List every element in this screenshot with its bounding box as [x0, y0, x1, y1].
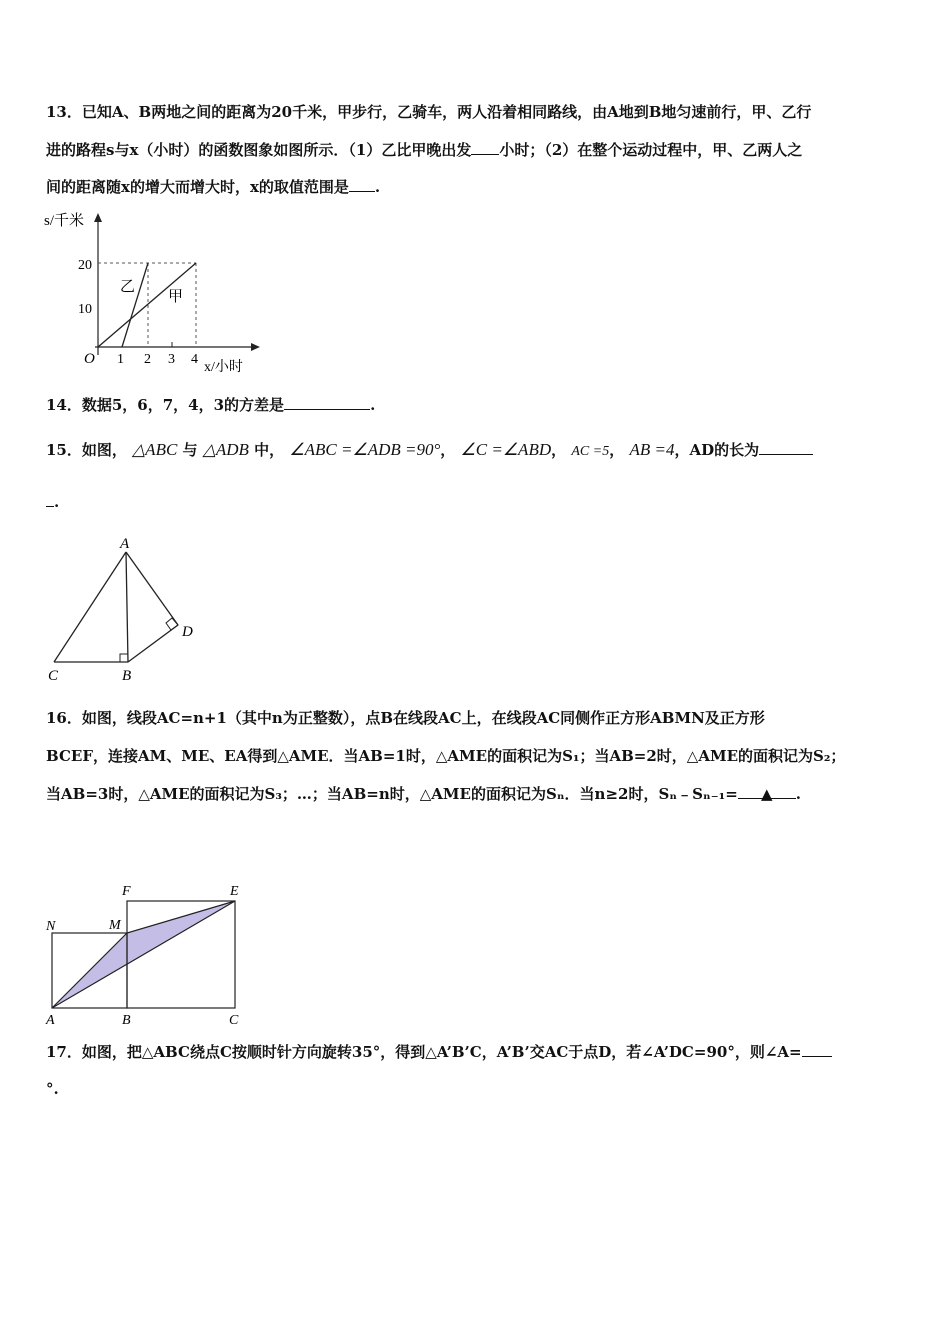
q15-figure: [40, 532, 210, 687]
q13-line2-text-b: 小时；（2）在整个运动过程中，甲、乙两人之: [499, 141, 803, 159]
label-C: C: [229, 1013, 239, 1028]
q15-tail: ，AD的长为: [674, 441, 760, 459]
q16-answer-blank: [738, 784, 796, 803]
q14-line: [46, 395, 904, 415]
q15-cond4: AB =4: [629, 440, 675, 459]
q14-blank: [284, 395, 370, 410]
label-M: M: [109, 918, 121, 933]
label-B: B: [122, 668, 132, 684]
y-axis-label: s/千米: [44, 213, 85, 229]
q15-cond1: ∠ABC =∠ADB =90°: [289, 440, 441, 459]
y-tick-20: 20: [78, 258, 92, 273]
q13-line2-text-a: 进的路程s与x（小时）的函数图象如图所示．（1）乙比甲晚出发: [46, 141, 472, 159]
x-tick-3: 3: [168, 352, 175, 367]
q16-answer-symbol: ▲: [760, 785, 773, 803]
q17-blank: [802, 1042, 832, 1057]
label-yi: 乙: [120, 279, 136, 295]
q15-lead: 15．如图，: [46, 441, 127, 459]
q16-line3-end: .: [795, 785, 801, 803]
x-tick-4: 4: [191, 352, 198, 367]
segment-AB: [126, 552, 128, 662]
label-E: E: [230, 884, 239, 899]
q17-line1: [46, 1042, 904, 1062]
q15-end: .: [54, 493, 60, 511]
q15-line: [46, 440, 904, 462]
label-C: C: [48, 668, 59, 684]
segment-AD: [126, 552, 178, 625]
line-yi: [122, 263, 148, 347]
label-N: N: [46, 919, 56, 934]
q15-sep3: ，: [609, 441, 625, 459]
q17-line2: °.: [46, 1080, 59, 1098]
q16-line3: [46, 784, 904, 804]
q13-line3-text: 间的距离随x的增大而增大时，x的取值范围是: [46, 178, 349, 196]
segment-AE: [52, 901, 235, 1008]
line-jia: [98, 263, 196, 347]
q13-line3: [46, 177, 904, 197]
label-jia: 甲: [168, 289, 184, 305]
q16-line2: BCEF，连接AM、ME、EA得到△AME．当AB=1时，△AME的面积记为S₁；当AB=2时，△AME的面积记为S₂；: [46, 747, 846, 765]
segment-BD: [128, 625, 178, 662]
label-F: F: [122, 884, 131, 899]
q13-line3-end: .: [374, 178, 381, 196]
q15-cond2: ∠C =∠ABD: [460, 440, 552, 459]
q13-line1: 13．已知A、B两地之间的距离为20千米，甲步行，乙骑车，两人沿着相同路线，由A地到B地匀速前行，甲、乙行: [46, 103, 812, 121]
y-tick-10: 10: [78, 302, 92, 317]
q14-end: .: [370, 396, 376, 414]
q15-sep1: ，: [440, 441, 456, 459]
q15-sep2: ，: [551, 441, 567, 459]
q15-conj: 与: [182, 441, 198, 459]
label-D: D: [182, 624, 193, 640]
x-tick-1: 1: [117, 352, 124, 367]
q16-line1: 16．如图，线段AC=n+1（其中n为正整数），点B在线段AC上，在线段AC同侧作正方形ABMN及正方形: [46, 709, 765, 727]
q15-cond3: AC =5: [571, 444, 610, 459]
x-axis-label: x/小时: [204, 360, 243, 375]
right-angle-D: [166, 618, 178, 630]
q15-mid: 中，: [254, 441, 285, 459]
x-tick-2: 2: [144, 352, 151, 367]
origin-label: O: [84, 351, 95, 367]
q15-line2: [46, 492, 904, 512]
q15-tri1: △ABC: [132, 440, 178, 459]
segment-AC: [54, 552, 126, 662]
label-A: A: [120, 536, 130, 552]
q16-line3-text: 当AB=3时，△AME的面积记为S₃；…；当AB=n时，△AME的面积记为Sₙ．当n≥2时，Sₙ﹣Sₙ₋₁=: [46, 785, 738, 803]
x-axis-arrow: [251, 343, 260, 351]
label-A: A: [46, 1013, 55, 1028]
q13-blank-1: [471, 140, 499, 155]
right-angle-B: [120, 654, 128, 662]
q15-tri2: △ADB: [202, 440, 249, 459]
q16-figure: [40, 878, 255, 1028]
q15-blank: [759, 440, 813, 455]
q14-text: 14．数据5，6，7，4，3的方差是: [46, 396, 285, 414]
y-axis-arrow: [94, 213, 102, 222]
q17-text: 17．如图，把△ABC绕点C按顺时针方向旋转35°，得到△A’B’C，A’B’交AC于点D，若∠A’DC=90°，则∠A=: [46, 1043, 802, 1061]
label-B: B: [122, 1013, 131, 1028]
q13-graph: [40, 205, 270, 377]
q15-blank-cont: [46, 492, 54, 507]
q13-blank-2: [349, 177, 375, 192]
q13-line2: [46, 140, 904, 160]
